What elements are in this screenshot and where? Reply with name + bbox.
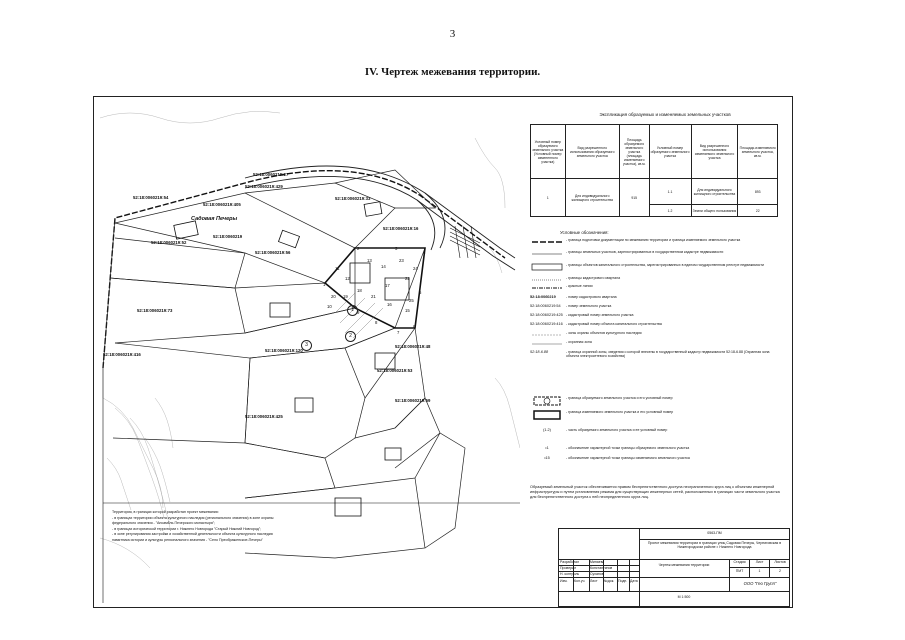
stamp-sheets-label: Листов <box>774 560 786 564</box>
legend-symbol: 52:18-6.88 <box>530 350 549 354</box>
note-line: - в границах исторической территории г. Нижнего Новгорода "Старый Нижний Новгород"; <box>112 526 262 531</box>
legend-text: - зоны охраны объектов культурного наследия <box>566 331 642 335</box>
point-number: 16 <box>387 302 392 307</box>
parcel-label: 52:18:0060219:405 <box>203 202 241 207</box>
table-header: Вид разрешенного использования образуемого земельного участка <box>565 125 619 179</box>
legend-text: - граница охранной зоны, сведения о которой внесены в государственный кадастр недвижимости 52:18-6.88 (Охранная зона объекта электросетевого хозяйства) <box>566 350 770 359</box>
point-number: 19 <box>343 294 348 299</box>
legend-item <box>530 284 780 292</box>
stamp-role: Проверил <box>560 566 577 570</box>
legend-text: - красные линии <box>566 284 593 288</box>
table-row <box>531 179 778 205</box>
legend-item <box>530 313 780 321</box>
point-number: 25 <box>409 298 414 303</box>
point-number: 14 <box>381 264 386 269</box>
legend-text: - обозначение характерной точки границы образуемого земельного участка <box>566 446 690 450</box>
point-number: 17 <box>385 283 390 288</box>
legend-symbol: 52:18:0060219:54 <box>530 304 561 308</box>
legend-item <box>530 295 780 303</box>
parcel-number-circle: 1 <box>347 305 358 316</box>
stamp-col-header: Дата <box>630 579 638 583</box>
access-note: Образуемый земельный участок обеспечивается правом беспрепятственного доступа неограниченного круга лиц к объектам инженерной инфраструктуры и путем установления режима для существующих инженерных сетей, расположенных в границах части земельного участка для беспрепятственного доступа к ней неопределенного круга лиц. <box>530 485 780 499</box>
note-line: Территория, в границах которой разработан проект межевания: <box>112 510 219 514</box>
legend-symbol: 52:18:0060219 <box>530 295 556 299</box>
legend-text: - обозначение характерной точки границы изменяемого земельного участка <box>566 456 690 460</box>
point-number: 20 <box>331 294 336 299</box>
stamp-stage-label: Стадия <box>733 560 746 564</box>
point-number: 5 <box>419 290 422 295</box>
point-number: 21 <box>371 294 376 299</box>
point-number: 8 <box>375 320 378 325</box>
legend-text: - границы объектов капитального строительства, зарегистрированных в едином государственном реестре недвижимости <box>566 263 764 267</box>
parcel-table-title: Экспликация образуемых и изменяемых земельных участков <box>599 112 731 117</box>
parcel-label: 52:18:0060219:52 <box>151 240 187 245</box>
stamp-name: Суханов <box>590 572 604 576</box>
legend-symbol <box>530 410 564 418</box>
stamp-sheet-title: Чертеж межевания территории <box>658 563 710 567</box>
legend-symbol <box>530 396 564 404</box>
parcel-label: 52:18:0060219:59 <box>395 398 431 403</box>
point-number: 11 <box>335 266 340 271</box>
legend-text: - границы кадастрового квартала <box>566 276 621 280</box>
stamp-col-header: №док. <box>604 579 615 583</box>
stamp-sheet-label: Лист <box>755 560 764 564</box>
legend-item <box>530 331 780 339</box>
legend-item <box>530 263 780 271</box>
legend-text: - граница изменяемого земельного участка и его условный номер <box>566 410 674 414</box>
legend-item <box>530 238 780 246</box>
parcel-label: 52:18:0060219:56 <box>255 250 291 255</box>
parcel-label: 52:18:0060219:53 <box>377 368 413 373</box>
point-number: 24 <box>413 266 418 271</box>
parcel-label: 52:18:0060219:27 <box>253 172 289 177</box>
table-cell: Земли общего пользования <box>691 205 738 217</box>
point-number: 23 <box>399 258 404 263</box>
point-number: 13 <box>367 258 372 263</box>
parcel-one-hatch <box>335 293 383 338</box>
legend-item <box>530 340 780 348</box>
legend-text: - границы земельных участков, зарегистрированных в государственном кадастре недвижимости <box>566 250 724 254</box>
stamp-role: Разработал <box>560 560 580 564</box>
parcel-label: 52:18:0060219:120 <box>265 348 303 353</box>
stamp-col-header: Подп. <box>618 579 628 583</box>
point-number: 22 <box>405 276 410 281</box>
stamp-sheets: 2 <box>779 569 781 573</box>
legend-item <box>530 304 780 312</box>
legend-symbol: 52:18:0060219:425 <box>530 313 563 317</box>
legend-text: - кадастровый номер объекта капитального строительства <box>566 322 662 326</box>
legend-item <box>530 350 780 374</box>
point-number: 15 <box>405 308 410 313</box>
legend-text: - кадастровый номер земельного участка <box>566 313 634 317</box>
legend-symbol <box>530 238 564 246</box>
parcel-label: 52:18:0060219:425 <box>245 414 283 419</box>
stamp-sheet: 1 <box>758 569 761 573</box>
legend-symbol: (1.2) <box>543 428 551 432</box>
note-line: - в границах территории объекта культурного наследия (регионального значения) в зоне охраны <box>112 515 274 520</box>
street-name: Садовая Печеры <box>191 216 238 222</box>
legend-text: - охранная зона <box>566 340 592 344</box>
legend-item <box>530 322 780 330</box>
parcel-number-circle: 3 <box>301 340 312 351</box>
legend-title: Условные обозначения: <box>560 230 609 235</box>
parcel-number-circle: 2 <box>345 331 356 342</box>
point-number: 9 <box>357 310 360 315</box>
stamp-stage: ПМТ <box>735 569 744 573</box>
note-line: федерального значения - "Ансамбль Печерского монастыря"; <box>112 521 216 526</box>
stamp-code: 0563-ПМ <box>707 531 722 535</box>
table-cell: 1.1 <box>649 179 691 205</box>
legend-text: - часть образуемого земельного участка и ее условный номер <box>566 428 668 432</box>
point-number: 1 <box>323 282 326 287</box>
stamp-organization: ООО "Гео Групп" <box>743 581 777 586</box>
terrain-hatching <box>100 111 520 568</box>
territory-notes <box>112 510 442 544</box>
page-number: 3 <box>449 28 456 40</box>
point-number: 10 <box>327 304 332 309</box>
stamp-col-header: Изм. <box>560 579 568 583</box>
table-header: Площадь изменяемого земельного участка, кв.м. <box>738 125 778 179</box>
legend-symbol <box>530 331 564 339</box>
legend-item <box>530 250 780 258</box>
title-block <box>558 528 790 607</box>
red-line <box>103 171 505 368</box>
junction-hatch <box>450 226 480 258</box>
table-header: Условный номер образуемого земельного участка <box>649 125 691 179</box>
table-cell: 915 <box>619 179 649 217</box>
legend-item <box>530 428 780 440</box>
point-number: 3 <box>395 246 398 251</box>
stamp-description: Проект межевания территории в границах улиц Садовая Печеры, Черниговская в Нижегородском районе г. Нижнего Новгорода <box>647 541 782 550</box>
legend-item <box>530 276 780 284</box>
stamp-scale: М 1:500 <box>677 595 691 599</box>
stamp-name: Константинов <box>590 566 613 570</box>
point-number: 6 <box>413 324 416 329</box>
table-cell: 893 <box>738 179 778 205</box>
legend-text: - номер кадастрового квартала <box>566 295 617 299</box>
stamp-role: Н. контроль <box>560 572 580 576</box>
point-number: 7 <box>397 330 400 335</box>
legend-item <box>530 456 780 464</box>
legend-symbol <box>530 340 564 348</box>
table-header-row <box>531 125 778 179</box>
point-number: 18 <box>357 288 362 293</box>
parcel-label: 52:18:0060219:33 <box>335 196 371 201</box>
table-cell: 1.2 <box>649 205 691 217</box>
parcel-label: 52:18:0060219:73 <box>137 308 173 313</box>
table-header: Условный номер образуемого земельного участка (Условный номер измененного участка) <box>531 125 566 179</box>
table-cell: Для индивидуального жилищного строительства <box>565 179 619 217</box>
legend-symbol <box>530 284 564 292</box>
legend-text: - номер земельного участка <box>566 304 612 308</box>
legend-item <box>530 410 780 422</box>
parcel-label: 52:18:0060219:429 <box>245 184 283 189</box>
stamp-col-header: Лист <box>590 579 598 583</box>
stamp-col-header: Кол.уч. <box>574 579 586 583</box>
legend-symbol: •1 <box>545 446 549 450</box>
parcel-label: 52:18:0060219:16 <box>383 226 419 231</box>
page-title: IV. Чертеж межевания территории. <box>364 66 541 78</box>
legend-text: - граница образуемого земельного участка и его условный номер <box>566 396 673 400</box>
legend-symbol: 52:18:0060219:416 <box>530 322 563 326</box>
parcel-table <box>530 124 778 217</box>
parcel-label: 52:18:0060219:416 <box>103 352 141 357</box>
legend-symbol: •15 <box>544 456 550 460</box>
table-header: Площадь образуемого земельного участка (площадь изменяемого участка), кв.м. <box>619 125 649 179</box>
table-cell: 22 <box>738 205 778 217</box>
note-line: - в зоне регулирования застройки и хозяйственной деятельности объекта культурного наследия <box>112 532 273 537</box>
parcel-label: 52:18:0060219:48 <box>395 344 431 349</box>
point-number: 2 <box>357 246 360 251</box>
note-line: памятника истории и культуры регионального значения - "Село Преображенское-Печеры" <box>112 537 263 542</box>
point-number: 12 <box>345 276 350 281</box>
legend-symbol <box>530 276 564 284</box>
stamp-name: Минаева <box>590 560 605 564</box>
point-number: 4 <box>423 250 426 255</box>
legend-item <box>530 396 780 408</box>
legend-text: - граница подготовки документации по межеванию территории и граница изменяемого земельного участка <box>566 238 741 242</box>
table-cell: Для индивидуального жилищного строительства <box>691 179 738 205</box>
table-cell: 1 <box>531 179 566 217</box>
legend-symbol <box>530 250 564 258</box>
parcel-label: 52:18:0060219 <box>213 234 243 239</box>
table-header: Вид разрешенного использования изменяемого земельного участка <box>691 125 738 179</box>
legend-item <box>530 446 780 454</box>
parcel-label: 52:18:0060219:54 <box>133 195 169 200</box>
legend-symbol <box>530 263 564 271</box>
